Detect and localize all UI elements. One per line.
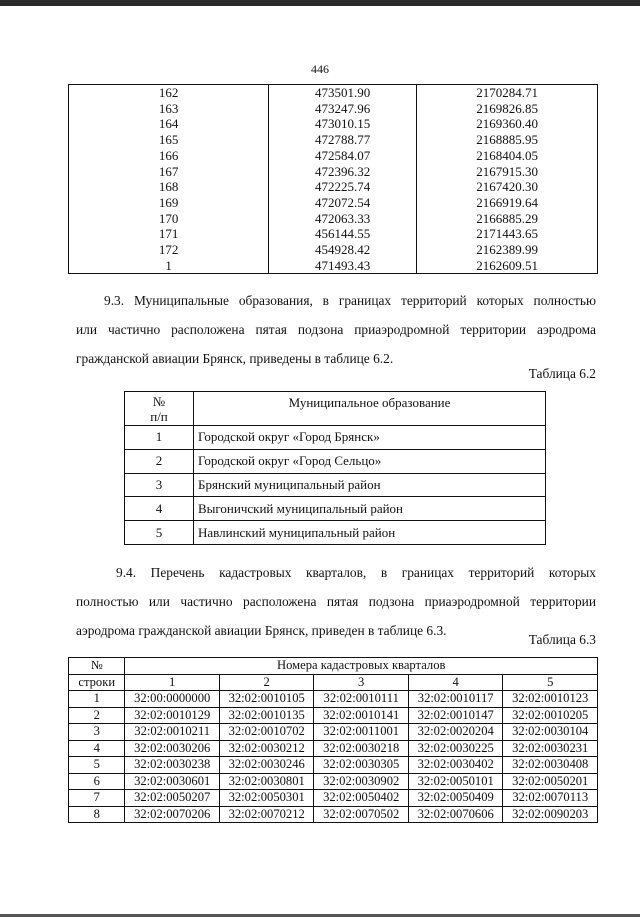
row-number: 1 bbox=[69, 691, 125, 708]
row-number: 3 bbox=[69, 724, 125, 741]
cadastral-quarter: 32:02:0010129 bbox=[125, 707, 220, 724]
y-coordinate: 2171443.65 bbox=[417, 226, 598, 242]
x-coordinate: 454928.42 bbox=[269, 242, 417, 258]
municipality-name: Навлинский муниципальный район bbox=[194, 521, 546, 545]
table-row bbox=[125, 521, 546, 545]
header-municipality: Муниципальное образование bbox=[194, 392, 546, 426]
table-row bbox=[69, 132, 598, 148]
point-number: 170 bbox=[69, 211, 269, 227]
column-number: 2 bbox=[219, 674, 314, 691]
x-coordinate: 456144.55 bbox=[269, 226, 417, 242]
cadastral-quarter: 32:02:0011001 bbox=[314, 724, 409, 741]
column-number: 5 bbox=[503, 674, 598, 691]
cadastral-quarter: 32:02:0070206 bbox=[125, 806, 220, 823]
cadastral-quarter: 32:02:0030238 bbox=[125, 757, 220, 774]
row-number: 6 bbox=[69, 773, 125, 790]
x-coordinate: 473010.15 bbox=[269, 116, 417, 132]
table-row bbox=[125, 449, 546, 473]
point-number: 162 bbox=[69, 85, 269, 101]
cadastral-table bbox=[68, 657, 598, 823]
table-6-3-caption: Таблица 6.3 bbox=[528, 632, 596, 647]
point-number: 1 bbox=[69, 258, 269, 274]
section-9-3-paragraph bbox=[76, 286, 596, 373]
row-number: 7 bbox=[69, 790, 125, 807]
table-row bbox=[69, 148, 598, 164]
paragraph-line: 9.4. Перечень кадастровых кварталов, в границах территорий которых bbox=[116, 565, 596, 580]
municipality-name: Городской округ «Город Сельцо» bbox=[194, 449, 546, 473]
point-number: 164 bbox=[69, 116, 269, 132]
cadastral-quarter: 32:02:0010141 bbox=[314, 707, 409, 724]
cadastral-quarter: 32:02:0030601 bbox=[125, 773, 220, 790]
y-coordinate: 2169826.85 bbox=[417, 101, 598, 117]
cadastral-quarter: 32:02:0070502 bbox=[314, 806, 409, 823]
point-number: 166 bbox=[69, 148, 269, 164]
point-number: 165 bbox=[69, 132, 269, 148]
row-number: 2 bbox=[125, 449, 194, 473]
cadastral-quarter: 32:02:0010211 bbox=[125, 724, 220, 741]
cadastral-quarter: 32:02:0050402 bbox=[314, 790, 409, 807]
cadastral-quarter: 32:02:0010147 bbox=[408, 707, 503, 724]
x-coordinate: 472063.33 bbox=[269, 211, 417, 227]
cadastral-quarter: 32:02:0070113 bbox=[503, 790, 598, 807]
cadastral-quarter: 32:02:0030402 bbox=[408, 757, 503, 774]
point-number: 167 bbox=[69, 164, 269, 180]
paragraph-line: 9.3. Муниципальные образования, в границах территорий которых полностью bbox=[104, 293, 596, 308]
cadastral-quarter: 32:02:0050409 bbox=[408, 790, 503, 807]
point-number: 169 bbox=[69, 195, 269, 211]
row-number: 4 bbox=[69, 740, 125, 757]
point-number: 168 bbox=[69, 179, 269, 195]
municipality-name: Городской округ «Город Брянск» bbox=[194, 426, 546, 450]
x-coordinate: 473501.90 bbox=[269, 85, 417, 101]
table-row bbox=[69, 707, 598, 724]
cadastral-quarter: 32:02:0030305 bbox=[314, 757, 409, 774]
cadastral-quarter: 32:02:0010123 bbox=[503, 691, 598, 708]
point-number: 171 bbox=[69, 226, 269, 242]
cadastral-quarter: 32:02:0050207 bbox=[125, 790, 220, 807]
header-row-number-label: строки bbox=[69, 674, 125, 691]
x-coordinate: 472396.32 bbox=[269, 164, 417, 180]
x-coordinate: 472225.74 bbox=[269, 179, 417, 195]
table-row bbox=[69, 691, 598, 708]
scan-top-edge bbox=[0, 0, 640, 6]
table-row bbox=[69, 773, 598, 790]
y-coordinate: 2168404.05 bbox=[417, 148, 598, 164]
table-row bbox=[69, 226, 598, 242]
cadastral-quarter: 32:00:0000000 bbox=[125, 691, 220, 708]
table-6-2-caption: Таблица 6.2 bbox=[528, 366, 596, 381]
table-row bbox=[69, 179, 598, 195]
y-coordinate: 2167915.30 bbox=[417, 164, 598, 180]
x-coordinate: 472788.77 bbox=[269, 132, 417, 148]
header-number: № п/п bbox=[125, 392, 194, 426]
row-number: 1 bbox=[125, 426, 194, 450]
y-coordinate: 2162609.51 bbox=[417, 258, 598, 274]
column-number: 3 bbox=[314, 674, 409, 691]
table-row bbox=[69, 195, 598, 211]
cadastral-quarter: 32:02:0050201 bbox=[503, 773, 598, 790]
cadastral-quarter: 32:02:0030225 bbox=[408, 740, 503, 757]
cadastral-quarter: 32:02:0030231 bbox=[503, 740, 598, 757]
x-coordinate: 473247.96 bbox=[269, 101, 417, 117]
y-coordinate: 2166885.29 bbox=[417, 211, 598, 227]
row-number: 8 bbox=[69, 806, 125, 823]
cadastral-quarter: 32:02:0030206 bbox=[125, 740, 220, 757]
paragraph-line: полностью или частично расположена пятая подзона приаэродромной территории bbox=[76, 594, 596, 609]
cadastral-quarter: 32:02:0010105 bbox=[219, 691, 314, 708]
table-row bbox=[69, 211, 598, 227]
table-row bbox=[69, 85, 598, 101]
cadastral-quarter: 32:02:0070606 bbox=[408, 806, 503, 823]
page-number: 446 bbox=[311, 62, 329, 76]
table-row bbox=[69, 757, 598, 774]
table-row bbox=[69, 164, 598, 180]
cadastral-quarter: 32:02:0030902 bbox=[314, 773, 409, 790]
row-number: 2 bbox=[69, 707, 125, 724]
table-row bbox=[69, 790, 598, 807]
cadastral-quarter: 32:02:0050301 bbox=[219, 790, 314, 807]
column-number: 4 bbox=[408, 674, 503, 691]
cadastral-quarter: 32:02:0010205 bbox=[503, 707, 598, 724]
paragraph-line: или частично расположена пятая подзона приаэродромной территории аэродрома bbox=[76, 322, 596, 337]
table-row bbox=[125, 497, 546, 521]
table-row bbox=[69, 242, 598, 258]
y-coordinate: 2170284.71 bbox=[417, 85, 598, 101]
y-coordinate: 2169360.40 bbox=[417, 116, 598, 132]
row-number: 3 bbox=[125, 473, 194, 497]
cadastral-quarter: 32:02:0010135 bbox=[219, 707, 314, 724]
y-coordinate: 2167420.30 bbox=[417, 179, 598, 195]
table-row bbox=[69, 101, 598, 117]
x-coordinate: 472584.07 bbox=[269, 148, 417, 164]
point-number: 163 bbox=[69, 101, 269, 117]
header-cadastral-group: Номера кадастровых кварталов bbox=[125, 658, 598, 675]
row-number: 5 bbox=[69, 757, 125, 774]
municipality-name: Брянский муниципальный район bbox=[194, 473, 546, 497]
cadastral-quarter: 32:02:0010117 bbox=[408, 691, 503, 708]
coordinates-table bbox=[68, 84, 598, 274]
cadastral-quarter: 32:02:0030218 bbox=[314, 740, 409, 757]
header-row-number: № bbox=[69, 658, 125, 675]
cadastral-quarter: 32:02:0030104 bbox=[503, 724, 598, 741]
row-number: 4 bbox=[125, 497, 194, 521]
table-row bbox=[69, 258, 598, 274]
cadastral-quarter: 32:02:0030801 bbox=[219, 773, 314, 790]
cadastral-quarter: 32:02:0030408 bbox=[503, 757, 598, 774]
cadastral-quarter: 32:02:0030246 bbox=[219, 757, 314, 774]
x-coordinate: 472072.54 bbox=[269, 195, 417, 211]
y-coordinate: 2162389.99 bbox=[417, 242, 598, 258]
point-number: 172 bbox=[69, 242, 269, 258]
municipality-name: Выгоничский муниципальный район bbox=[194, 497, 546, 521]
cadastral-quarter: 32:02:0090203 bbox=[503, 806, 598, 823]
cadastral-quarter: 32:02:0070212 bbox=[219, 806, 314, 823]
cadastral-quarter: 32:02:0010702 bbox=[219, 724, 314, 741]
cadastral-quarter: 32:02:0020204 bbox=[408, 724, 503, 741]
table-row bbox=[69, 116, 598, 132]
column-number: 1 bbox=[125, 674, 220, 691]
table-row bbox=[69, 806, 598, 823]
table-row bbox=[69, 740, 598, 757]
row-number: 5 bbox=[125, 521, 194, 545]
section-9-4-paragraph bbox=[76, 558, 596, 645]
table-row bbox=[69, 724, 598, 741]
cadastral-quarter: 32:02:0030212 bbox=[219, 740, 314, 757]
x-coordinate: 471493.43 bbox=[269, 258, 417, 274]
paragraph-line: гражданской авиации Брянск, приведены в таблице 6.2. bbox=[76, 351, 394, 366]
cadastral-quarter: 32:02:0010111 bbox=[314, 691, 409, 708]
table-row bbox=[125, 473, 546, 497]
municipalities-table bbox=[124, 391, 546, 545]
y-coordinate: 2166919.64 bbox=[417, 195, 598, 211]
paragraph-line: аэродрома гражданской авиации Брянск, приведен в таблице 6.3. bbox=[76, 623, 447, 638]
y-coordinate: 2168885.95 bbox=[417, 132, 598, 148]
table-row bbox=[125, 426, 546, 450]
cadastral-quarter: 32:02:0050101 bbox=[408, 773, 503, 790]
